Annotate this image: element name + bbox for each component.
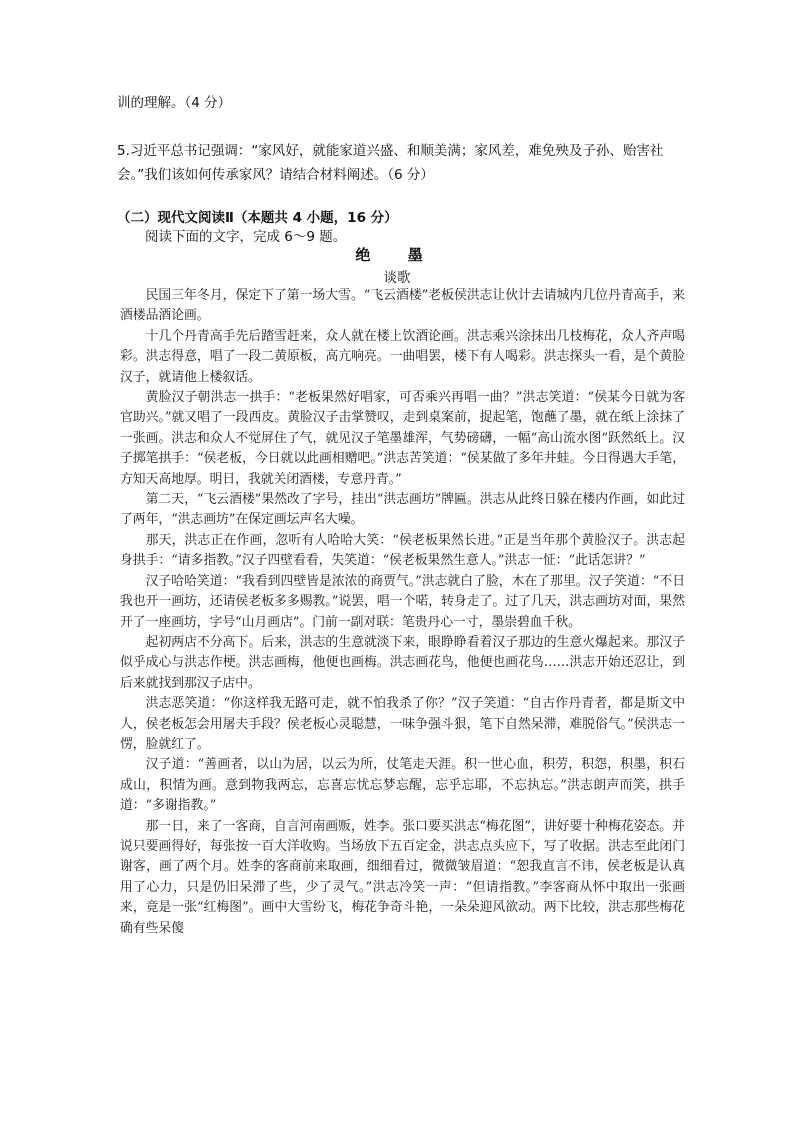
- article-paragraph: 那一日，来了一客商，自言河南画贩，姓李。张口要买洪志“梅花图”，讲好要十种梅花姿态。并说只要画得好，每张按一百大洋收购。当场放下五百定金，洪志点头应下，写了收据。洪志至此闭门谢客，画了两个月。姓李的客商前来取画，细细看过，微微皱眉道：“恕我直言不讳，侯老板是认真用了心力，只是仍旧呆滞了些，少了灵气。”洪志冷笑一声：“但请指教。”李客商从怀中取出一张画来，竟是一张“红梅图”。画中大雪纷飞，梅花争奇斗艳，一朵朵迎风欲动。两下比较，洪志那些梅花确有些呆傻: [120, 818, 685, 936]
- article-paragraph: 洪志恶笑道：“你这样我无路可走，就不怕我杀了你？”汉子笑道：“自古作丹青者，都是斯文中人，侯老板怎会用屠夫手段？侯老板心灵聪慧，一味争强斗狠，笔下自然呆滞，难脱俗气。”侯洪志一愣，脸就红了。: [120, 696, 685, 752]
- article-paragraph: 民国三年冬月，保定下了第一场大雪。“飞云酒楼”老板侯洪志让伙计去请城内几位丹青高手，来酒楼品酒论画。: [120, 288, 685, 324]
- article-paragraph: 黄脸汉子朝洪志一拱手：“老板果然好唱家，可否乘兴再唱一曲？”洪志笑道：“侯某今日就为客官助兴。”就又唱了一段西皮。黄脸汉子击掌赞叹，走到桌案前，捉起笔，饱蘸了墨，就在纸上涂抹了一张画。洪志和众人不觉屏住了气，就见汉子笔墨雄浑，气势磅礴，一幅“高山流水图”跃然纸上。汉子掷笔拱手：“侯老板，今日就以此画相赠吧。”洪志苦笑道：“侯某做了多年井蛙。今日得遇大手笔，方知天高地厚。明日，我就关闭酒楼，专意丹青。”: [120, 390, 685, 487]
- section-heading: （二）现代文阅读Ⅱ（本题共 4 小题，16 分）: [117, 210, 398, 226]
- article-paragraph: 起初两店不分高下。后来，洪志的生意就淡下来，眼睁睁看着汉子那边的生意火爆起来。那汉子似乎成心与洪志作梗。洪志画梅，他便也画梅。洪志画花鸟，他便也画花鸟……洪志开始还忍让，到后来就找到那汉子店中。: [120, 634, 685, 691]
- article-author: 谈歌: [383, 270, 411, 286]
- article-title: 绝 墨: [355, 246, 439, 264]
- question-5: 5.习近平总书记强调：“家风好，就能家道兴盛、和顺美满；家风差，难免殃及子孙、贻害社会。”我们该如何传承家风？请结合材料阐述。（6 分）: [117, 143, 664, 183]
- article-body: [120, 286, 685, 939]
- section-instruction: 阅读下面的文字，完成 6～9 题。: [145, 229, 347, 245]
- article-paragraph: 那天，洪志正在作画，忽听有人哈哈大笑：“侯老板果然长进。”正是当年那个黄脸汉子。洪志起身拱手：“请多指教。”汉子四壁看看，失笑道：“侯老板果然生意人。”洪志一怔：“此话怎讲？”: [120, 532, 685, 569]
- question-4-tail: 训的理解。（4 分）: [117, 95, 232, 111]
- article-paragraph: 汉子道：“善画者，以山为居，以云为所，仗笔走天涯。积一世心血，积劳，积怨，积墨，积石成山，积情为画。意到物我两忘，忘喜忘忧忘梦忘醒，忘乎忘耶，不忘执忘。”洪志朗声而笑，拱手道：“多谢指教。”: [120, 757, 685, 814]
- article-paragraph: 第二天，“飞云酒楼”果然改了字号，挂出“洪志画坊”牌匾。洪志从此终日躲在楼内作画，如此过了两年，“洪志画坊”在保定画坛声名大噪。: [120, 492, 685, 528]
- article-paragraph: 汉子哈哈笑道：“我看到四壁皆是浓浓的商贾气。”洪志就白了脸，木在了那里。汉子笑道：“不日我也开一画坊，还请侯老板多多赐教。”说罢，唱一个喏，转身走了。过了几天，洪志画坊对面，果然开了一座画坊，字号“山月画店”。门前一副对联：笔贵丹心一寸，墨崇碧血千秋。: [120, 573, 685, 630]
- article-paragraph: 十几个丹青高手先后踏雪赶来，众人就在楼上饮酒论画。洪志乘兴涂抹出几枝梅花，众人齐声喝彩。洪志得意，唱了一段二黄原板，高亢响亮。一曲唱罢，楼下有人喝彩。洪志探头一看，是个黄脸汉子，就请他上楼叙话。: [120, 328, 685, 385]
